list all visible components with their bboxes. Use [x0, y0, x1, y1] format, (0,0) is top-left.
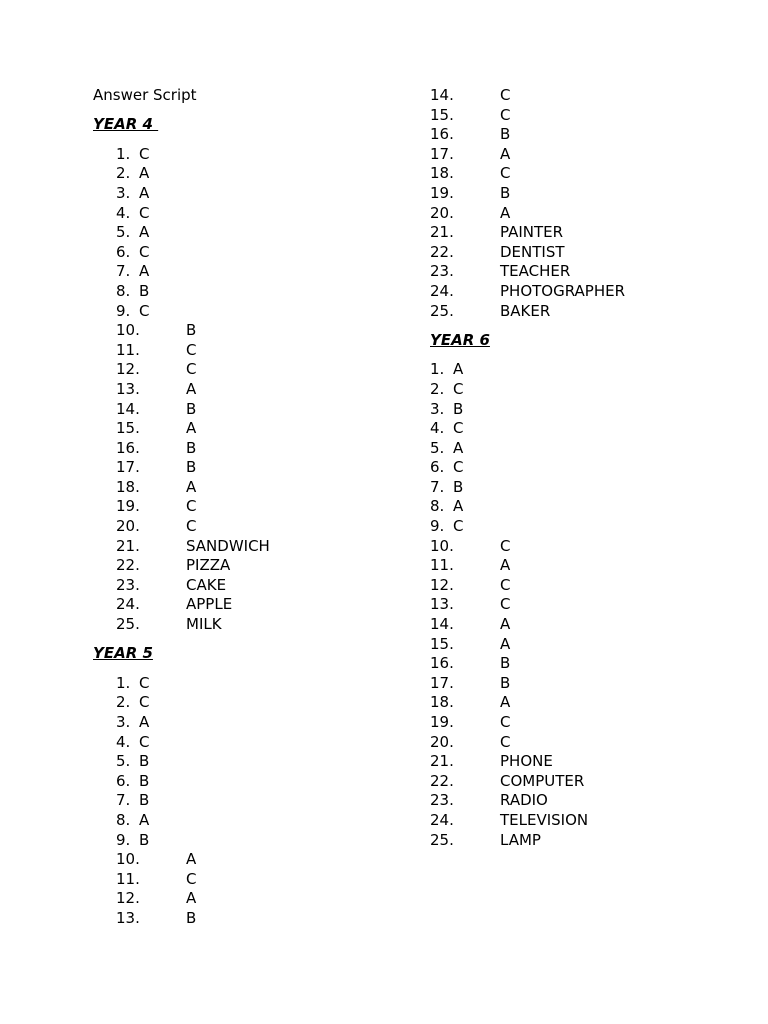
answer-value: C	[453, 458, 464, 477]
question-number: 8.	[430, 497, 445, 516]
answer-value: A	[453, 438, 464, 457]
answer-value: B	[500, 673, 511, 692]
question-number: 1.	[116, 673, 131, 692]
answer-value: TEACHER	[500, 262, 571, 281]
answer-row	[430, 497, 750, 517]
question-number: 22.	[430, 242, 454, 261]
answer-row	[93, 615, 393, 635]
question-number: 5.	[116, 223, 131, 242]
answer-row	[93, 517, 393, 537]
answer-row	[93, 595, 393, 615]
answer-row	[93, 478, 393, 498]
answer-value: A	[139, 810, 150, 829]
question-number: 14.	[430, 615, 454, 634]
answer-value: A	[139, 223, 150, 242]
answer-value: A	[500, 556, 511, 575]
question-number: 14.	[430, 86, 454, 104]
question-number: 4.	[116, 732, 131, 751]
answer-value: A	[500, 203, 511, 222]
answer-row	[93, 674, 393, 694]
answer-value: B	[453, 477, 464, 496]
answer-value: B	[186, 321, 197, 340]
right-column	[430, 86, 750, 860]
answer-row	[430, 595, 750, 615]
question-number: 5.	[116, 752, 131, 771]
question-number: 24.	[430, 281, 454, 300]
answer-value: PAINTER	[500, 223, 564, 242]
answer-value: COMPUTER	[500, 771, 585, 790]
answer-row	[93, 145, 393, 165]
answer-row	[93, 184, 393, 204]
answer-row	[430, 517, 750, 537]
answer-value: RADIO	[500, 791, 548, 810]
answer-row	[430, 478, 750, 498]
answer-row	[93, 243, 393, 263]
answer-value: C	[139, 301, 150, 320]
answer-value: TELEVISION	[500, 810, 589, 829]
question-number: 5.	[430, 438, 445, 457]
answer-value: PHOTOGRAPHER	[500, 281, 626, 300]
question-number: 23.	[430, 262, 454, 281]
answer-row	[93, 791, 393, 811]
question-number: 23.	[430, 791, 454, 810]
question-number: 11.	[116, 340, 140, 359]
answer-value: A	[186, 379, 197, 398]
answer-row	[430, 86, 750, 106]
answer-value: B	[139, 791, 150, 810]
answer-row	[430, 713, 750, 733]
answer-row	[430, 360, 750, 380]
question-number: 3.	[116, 183, 131, 202]
question-number: 17.	[430, 144, 454, 163]
answer-value: A	[186, 850, 197, 869]
answer-row	[93, 850, 393, 870]
question-number: 21.	[116, 536, 140, 555]
answer-row	[430, 458, 750, 478]
answer-row	[430, 752, 750, 772]
answer-value: C	[186, 869, 197, 888]
answer-row	[93, 772, 393, 792]
answer-row	[430, 733, 750, 753]
question-number: 13.	[430, 595, 454, 614]
answer-row	[430, 635, 750, 655]
answer-row	[93, 889, 393, 909]
year4-answer-list	[93, 145, 393, 635]
answer-row	[430, 615, 750, 635]
answer-row	[93, 537, 393, 557]
left-column	[93, 86, 393, 938]
answer-value: C	[453, 517, 464, 536]
answer-row	[430, 282, 750, 302]
answer-value: C	[186, 517, 197, 536]
question-number: 9.	[116, 830, 131, 849]
answer-row	[93, 204, 393, 224]
answer-value: C	[139, 693, 150, 712]
answer-value: C	[500, 164, 511, 183]
question-number: 11.	[116, 869, 140, 888]
answer-row	[93, 713, 393, 733]
year6-answer-list	[430, 360, 750, 850]
answer-row	[430, 184, 750, 204]
answer-row	[430, 654, 750, 674]
answer-value: C	[139, 144, 150, 163]
answer-value: C	[500, 595, 511, 614]
answer-value: DENTIST	[500, 242, 565, 261]
answer-row	[93, 458, 393, 478]
answer-value: B	[186, 458, 197, 477]
answer-value: A	[139, 262, 150, 281]
answer-value: A	[186, 419, 197, 438]
answer-row	[93, 870, 393, 890]
answer-value: C	[139, 242, 150, 261]
year5-answer-list	[93, 674, 393, 929]
answer-row	[430, 831, 750, 851]
question-number: 10.	[430, 536, 454, 555]
answer-value: A	[500, 634, 511, 653]
answer-row	[430, 302, 750, 322]
answer-value: B	[186, 438, 197, 457]
answer-row	[430, 223, 750, 243]
answer-row	[430, 439, 750, 459]
answer-value: BAKER	[500, 301, 551, 320]
answer-value: C	[500, 86, 511, 104]
year5-heading: YEAR 5	[93, 644, 153, 663]
question-number: 8.	[116, 810, 131, 829]
answer-row	[430, 811, 750, 831]
answer-row	[430, 791, 750, 811]
question-number: 12.	[116, 360, 140, 379]
answer-row	[430, 145, 750, 165]
answer-row	[93, 439, 393, 459]
answer-value: C	[186, 497, 197, 516]
question-number: 3.	[430, 399, 445, 418]
question-number: 6.	[116, 771, 131, 790]
answer-value: B	[500, 125, 511, 144]
answer-value: C	[139, 203, 150, 222]
answer-row	[430, 106, 750, 126]
answer-row	[93, 419, 393, 439]
question-number: 22.	[430, 771, 454, 790]
answer-value: C	[500, 713, 511, 731]
answer-value: A	[139, 713, 150, 731]
answer-row	[93, 497, 393, 517]
answer-value: B	[500, 183, 511, 202]
answer-value: C	[139, 673, 150, 692]
answer-row	[93, 909, 393, 929]
question-number: 24.	[116, 595, 140, 614]
question-number: 10.	[116, 850, 140, 869]
question-number: 16.	[430, 125, 454, 144]
answer-value: A	[500, 144, 511, 163]
question-number: 22.	[116, 556, 140, 575]
question-number: 7.	[430, 477, 445, 496]
question-number: 13.	[116, 379, 140, 398]
answer-value: C	[453, 419, 464, 438]
question-number: 2.	[430, 379, 445, 398]
answer-value: SANDWICH	[186, 536, 270, 555]
answer-value: B	[186, 399, 197, 418]
question-number: 25.	[116, 615, 140, 634]
answer-row	[93, 400, 393, 420]
question-number: 20.	[430, 732, 454, 751]
question-number: 1.	[430, 360, 445, 379]
answer-value: B	[453, 399, 464, 418]
question-number: 4.	[430, 419, 445, 438]
answer-row	[93, 282, 393, 302]
answer-row	[93, 693, 393, 713]
answer-value: C	[500, 732, 511, 751]
answer-row	[430, 164, 750, 184]
question-number: 12.	[430, 575, 454, 594]
answer-value: C	[186, 340, 197, 359]
answer-row	[93, 341, 393, 361]
question-number: 4.	[116, 203, 131, 222]
question-number: 15.	[430, 634, 454, 653]
answer-value: A	[500, 615, 511, 634]
year4-heading: YEAR 4	[93, 115, 159, 134]
answer-value: MILK	[186, 615, 222, 634]
question-number: 21.	[430, 223, 454, 242]
answer-value: LAMP	[500, 830, 541, 849]
question-number: 19.	[430, 183, 454, 202]
question-number: 14.	[116, 399, 140, 418]
answer-value: B	[139, 281, 150, 300]
answer-value: A	[453, 497, 464, 516]
question-number: 2.	[116, 164, 131, 183]
question-number: 12.	[116, 889, 140, 908]
document-title: Answer Script	[93, 86, 197, 104]
answer-value: C	[453, 379, 464, 398]
answer-value: A	[186, 477, 197, 496]
answer-row	[93, 556, 393, 576]
answer-value: B	[139, 830, 150, 849]
question-number: 7.	[116, 791, 131, 810]
answer-value: A	[500, 693, 511, 712]
answer-row	[93, 811, 393, 831]
answer-row	[93, 164, 393, 184]
answer-row	[93, 262, 393, 282]
question-number: 3.	[116, 713, 131, 731]
question-number: 15.	[430, 105, 454, 124]
answer-row	[430, 400, 750, 420]
answer-value: C	[500, 536, 511, 555]
answer-row	[430, 125, 750, 145]
answer-value: C	[186, 360, 197, 379]
question-number: 10.	[116, 321, 140, 340]
answer-value: B	[186, 908, 197, 927]
year5-answer-list-continued	[430, 86, 750, 321]
answer-value: A	[139, 164, 150, 183]
question-number: 25.	[430, 830, 454, 849]
question-number: 16.	[430, 654, 454, 673]
answer-row	[430, 576, 750, 596]
question-number: 13.	[116, 908, 140, 927]
question-number: 23.	[116, 575, 140, 594]
answer-row	[93, 733, 393, 753]
answer-row	[93, 321, 393, 341]
answer-row	[430, 204, 750, 224]
question-number: 19.	[116, 497, 140, 516]
question-number: 1.	[116, 144, 131, 163]
answer-row	[430, 243, 750, 263]
question-number: 7.	[116, 262, 131, 281]
answer-row	[93, 752, 393, 772]
answer-value: A	[186, 889, 197, 908]
year6-heading: YEAR 6	[430, 330, 490, 349]
answer-row	[430, 380, 750, 400]
question-number: 8.	[116, 281, 131, 300]
question-number: 20.	[430, 203, 454, 222]
question-number: 9.	[116, 301, 131, 320]
question-number: 17.	[430, 673, 454, 692]
question-number: 21.	[430, 752, 454, 771]
answer-row	[430, 419, 750, 439]
question-number: 16.	[116, 438, 140, 457]
answer-row	[430, 537, 750, 557]
answer-row	[93, 576, 393, 596]
answer-row	[93, 831, 393, 851]
answer-row	[93, 223, 393, 243]
question-number: 19.	[430, 713, 454, 731]
question-number: 18.	[430, 693, 454, 712]
question-number: 18.	[430, 164, 454, 183]
answer-value: B	[139, 771, 150, 790]
answer-value: A	[453, 360, 464, 379]
question-number: 18.	[116, 477, 140, 496]
answer-value: C	[139, 732, 150, 751]
answer-row	[430, 772, 750, 792]
question-number: 6.	[116, 242, 131, 261]
answer-value: B	[500, 654, 511, 673]
question-number: 20.	[116, 517, 140, 536]
answer-value: A	[139, 183, 150, 202]
question-number: 24.	[430, 810, 454, 829]
answer-row	[430, 693, 750, 713]
question-number: 15.	[116, 419, 140, 438]
question-number: 17.	[116, 458, 140, 477]
answer-value: CAKE	[186, 575, 227, 594]
answer-value: PIZZA	[186, 556, 231, 575]
answer-value: C	[500, 105, 511, 124]
answer-row	[93, 380, 393, 400]
question-number: 11.	[430, 556, 454, 575]
answer-value: APPLE	[186, 595, 233, 614]
question-number: 9.	[430, 517, 445, 536]
answer-row	[430, 262, 750, 282]
answer-row	[93, 302, 393, 322]
question-number: 25.	[430, 301, 454, 320]
answer-row	[93, 360, 393, 380]
question-number: 2.	[116, 693, 131, 712]
answer-row	[430, 556, 750, 576]
question-number: 6.	[430, 458, 445, 477]
answer-value: PHONE	[500, 752, 553, 771]
answer-row	[430, 674, 750, 694]
answer-value: B	[139, 752, 150, 771]
answer-value: C	[500, 575, 511, 594]
